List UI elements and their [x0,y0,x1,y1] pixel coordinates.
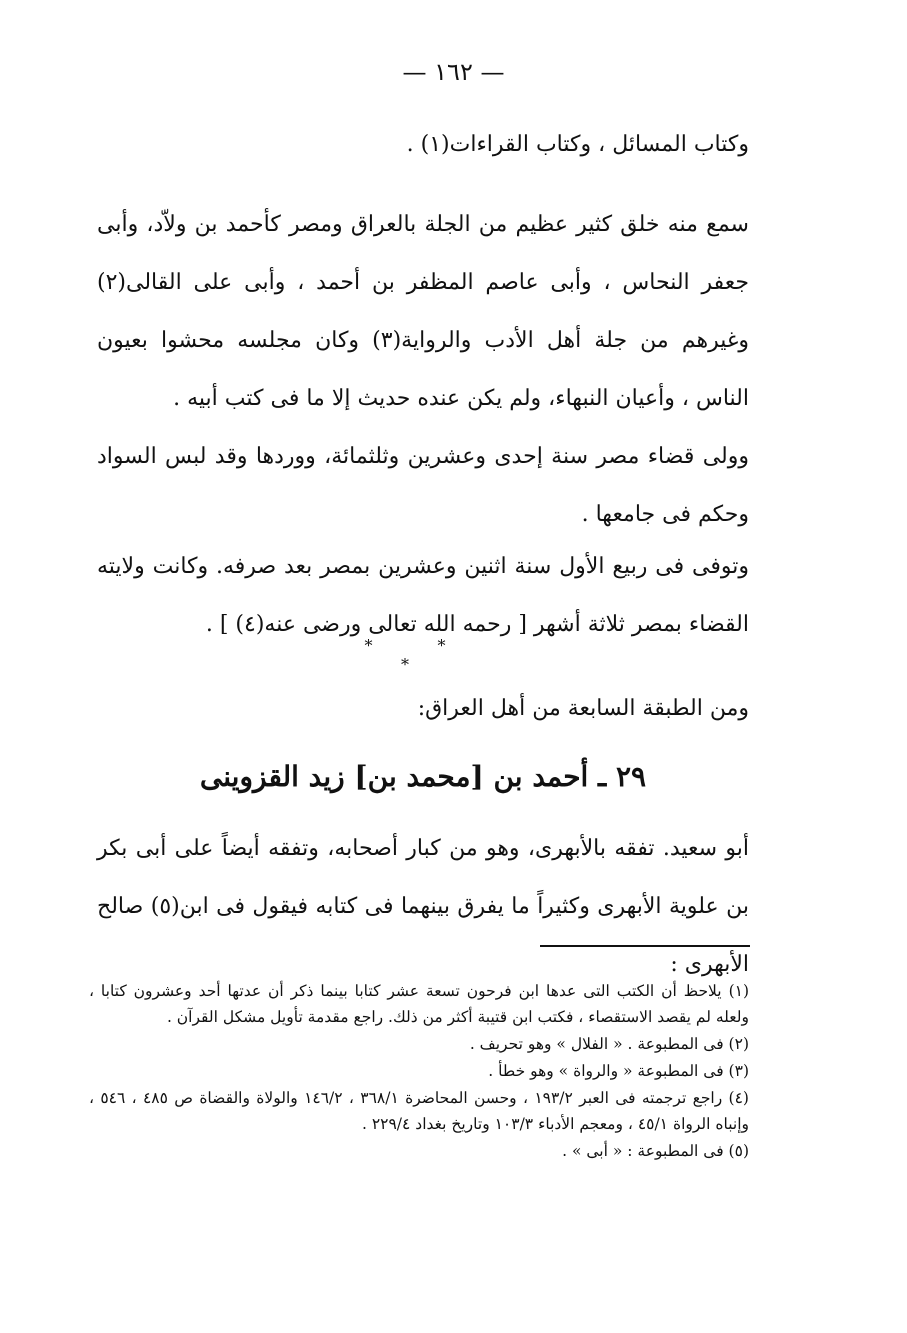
paragraph-text: وتوفى فى ربيع الأول سنة اثنين وعشرين بمصر بعد صرفه. وكانت ولايته القضاء بمصر ثلاثة أشهر [ رحمه الله تعالى ورضى عنه(٤) ] . [97,554,749,637]
paragraph-text: أبو سعيد. تفقه بالأبهرى، وهو من كبار أصحابه، وتفقه أيضاً على أبى بكر بن علوية الأبهرى وكثيراً ما يفرق بينهما فى كتابه فيقول فى ابن(٥) صالح الأبهرى : [97,836,749,977]
paragraph-text: وولى قضاء مصر سنة إحدى وعشرين وثلثمائة، ووردها وقد لبس السواد وحكم فى جامعها . [97,444,749,527]
paragraph-text: سمع منه خلق كثير عظيم من الجلة بالعراق ومصر كأحمد بن ولاّد، وأبى جعفر النحاس ، وأبى عاصم المظفر بن أحمد ، وأبى على القالى(٢) وغيرهم من جلة أهل الأدب والرواية(٣) وكان مجلسه محشوا بعيون الناس ، وأعيان النبهاء، ولم يكن عنده حديث إلا ما فى كتب أبيه . [97,212,749,411]
footnote [89,1085,749,1137]
footnote-divider [540,945,750,947]
paragraph-biography [97,820,749,994]
paragraph-students [97,196,749,428]
footnote-text: فى المطبوعة . « الفلال » وهو تحريف . [469,1035,724,1053]
paragraph-text: ومن الطبقة السابعة من أهل العراق: [417,696,749,721]
page-number: — ١٦٢ — [402,58,505,86]
footnote-text: يلاحظ أن الكتب التى عدها ابن فرحون تسعة عشر كتابا بينما ذكر أن عدتها أحد وعشرون كتابا ، ولعله لم يقصد الاستقصاء ، فكتب ابن قتيبة أكثر من ذلك. راجع مقدمة تأويل مشكل القرآن . [89,982,749,1026]
paragraph-books [97,116,749,174]
paragraph-text: وكتاب المسائل ، وكتاب القراءات(١) . [406,132,749,157]
footnote-text: راجع ترجمته فى العبر ١٩٣/٢ ، وحسن المحاضرة ٣٦٨/١ ، ١٤٦/٢ والولاة والقضاة ص ٤٨٥ ، ٥٤٦ ، وإنباه الرواة ٤٥/١ ، ومعجم الأدباء ١٠٣/٣ وتاريخ بغداد ٢٢٩/٤ . [89,1089,749,1133]
footnote [89,1058,749,1084]
section-separator-stars: * * * [364,636,476,674]
footnote-mark: (٣) [728,1062,749,1080]
footnote-mark: (١) [728,982,750,1000]
footnote-text: فى المطبوعة : « أبى » . [562,1142,724,1160]
footnote-mark: (٥) [728,1142,749,1160]
footnote [89,978,749,1030]
footnote [89,1031,749,1057]
footnote-text: فى المطبوعة « والرواة » وهو خطأ . [488,1062,724,1080]
footnotes [89,978,749,1165]
entry-heading: ٢٩ ـ أحمد بن [محمد بن] زيد القزوينى [199,760,647,793]
footnote-mark: (٤) [728,1089,749,1107]
footnote [89,1138,749,1164]
footnote-mark: (٢) [728,1035,749,1053]
paragraph-section-intro [97,680,749,738]
paragraph-judgeship [97,428,749,544]
